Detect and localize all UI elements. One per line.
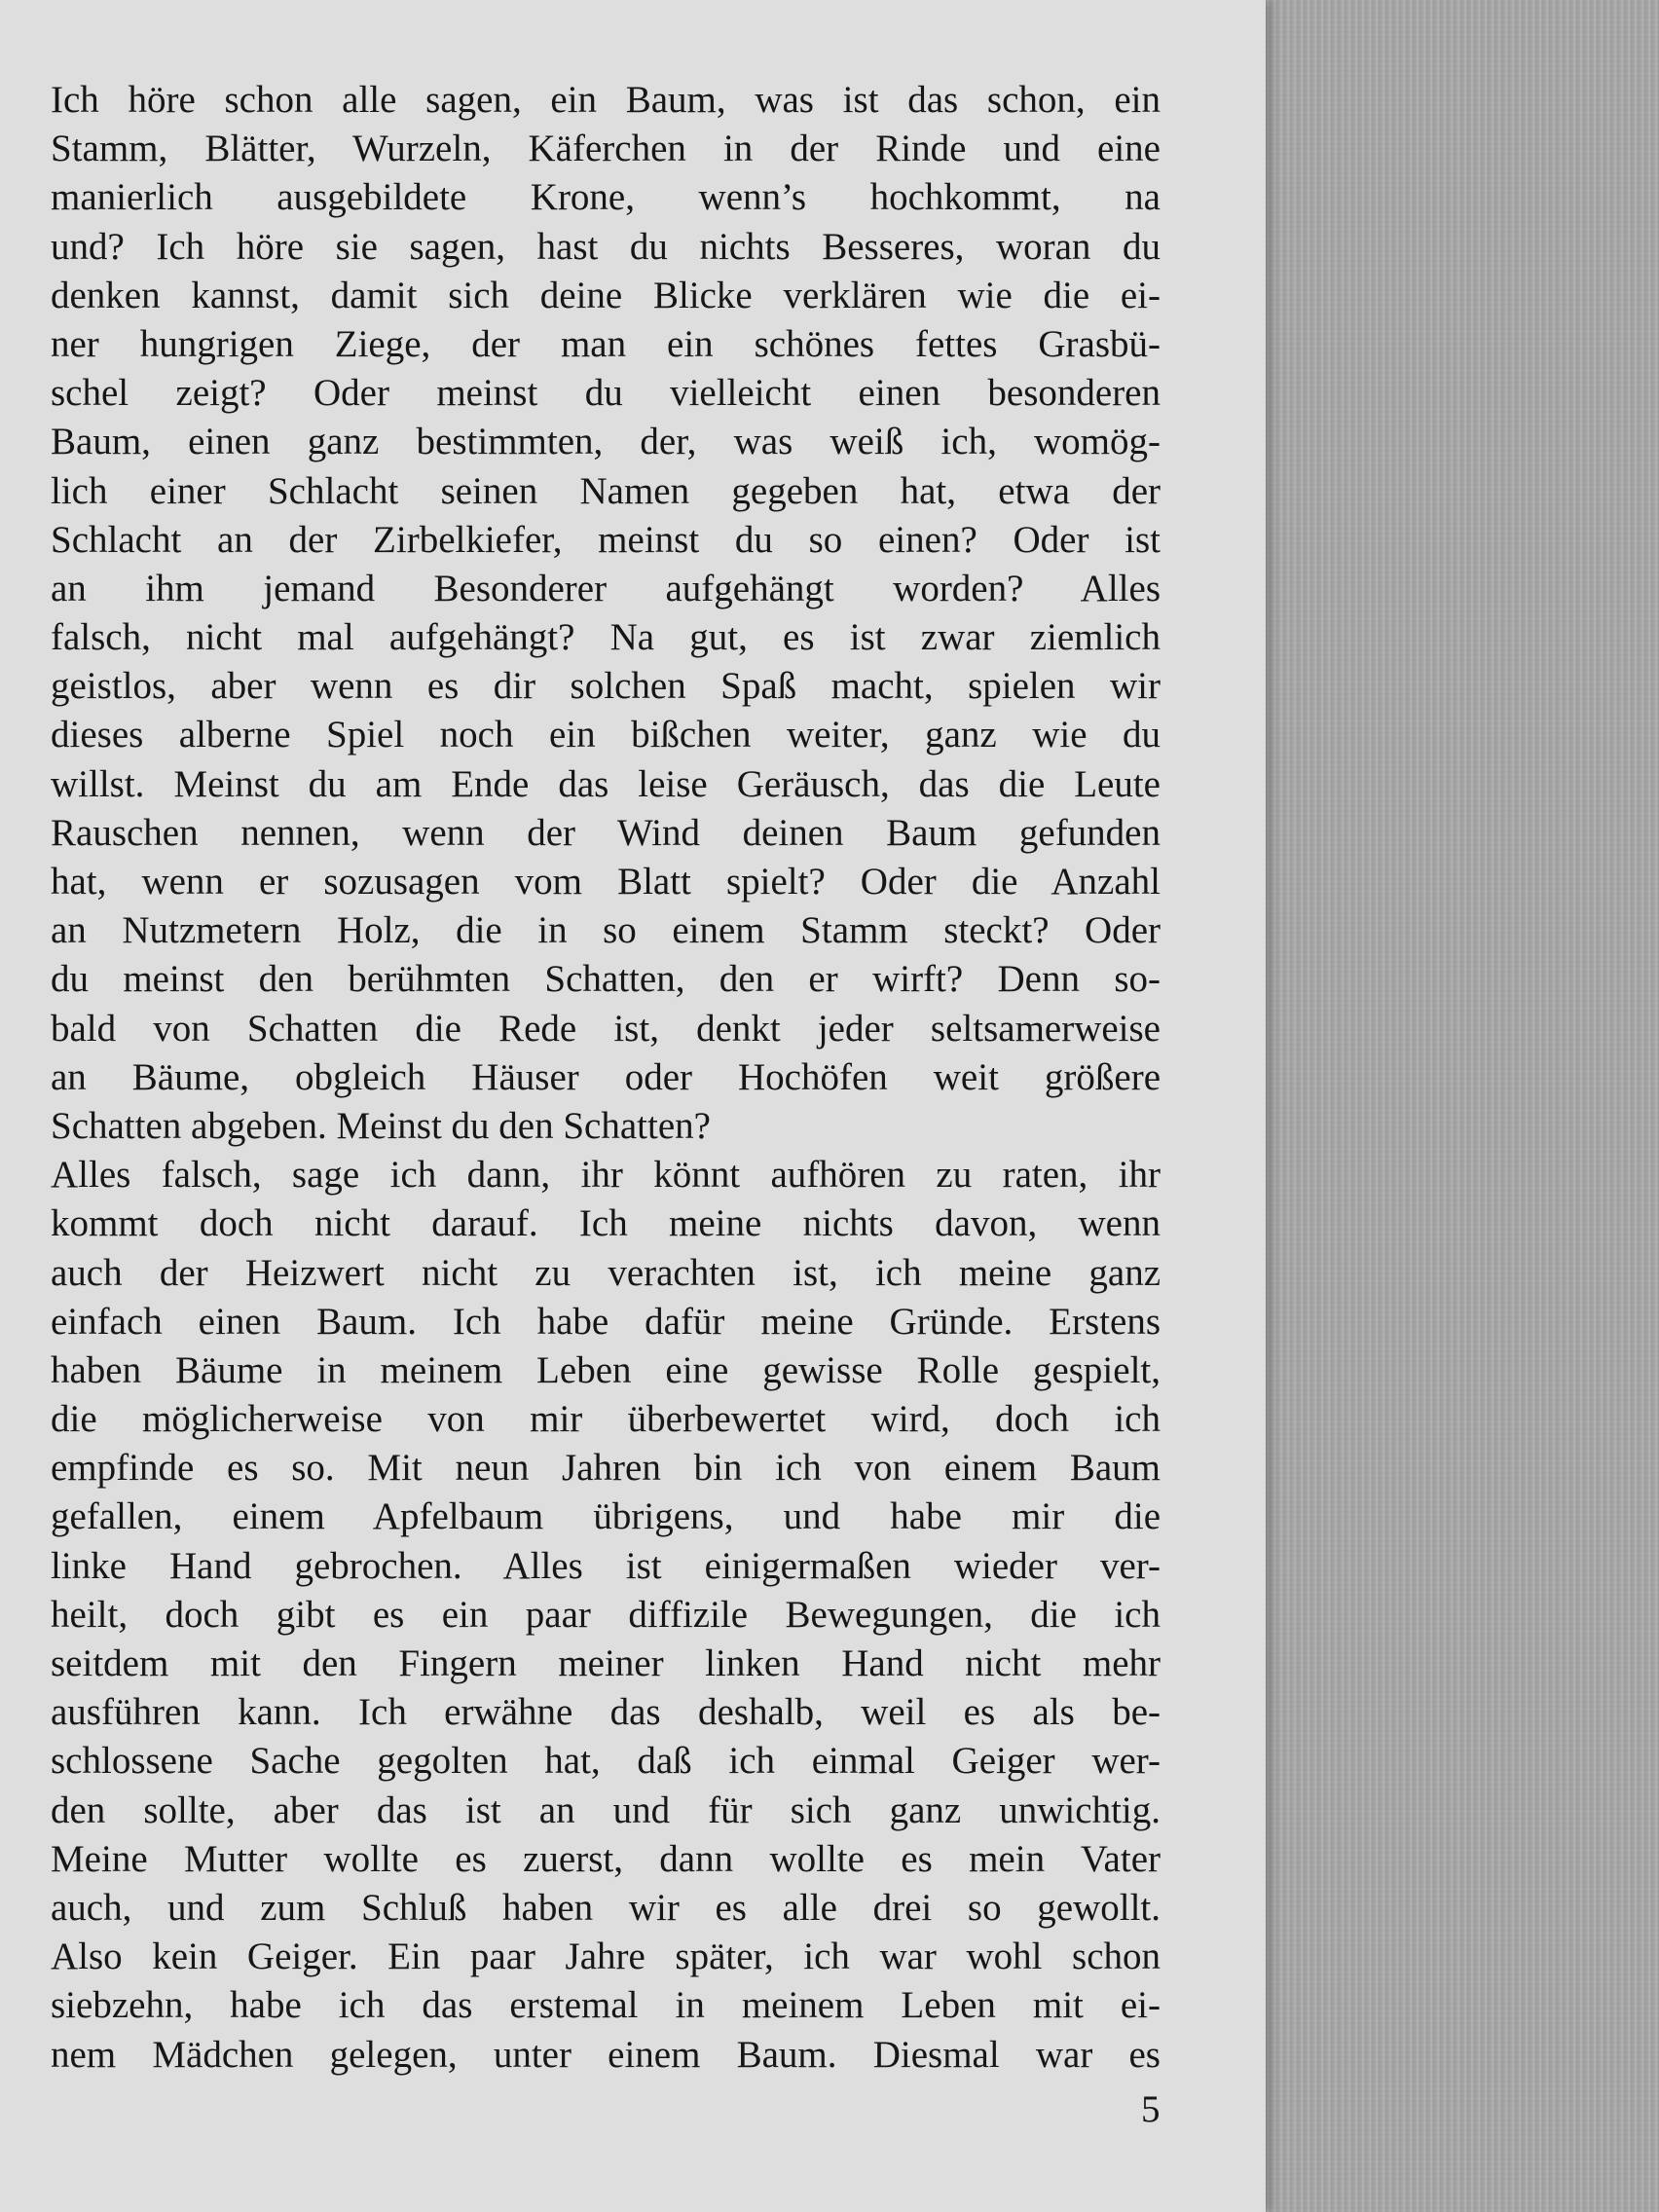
text-line: ausführen kann. Ich erwähne das deshalb, weil es als be- xyxy=(51,1691,1161,1734)
text-line: schlossene Sache gegolten hat, daß ich einmal Geiger wer- xyxy=(51,1740,1161,1783)
text-line: die möglicherweise von mir überbewertet wird, doch ich xyxy=(51,1398,1161,1441)
text-line: seitdem mit den Fingern meiner linken Hand nicht mehr xyxy=(51,1642,1161,1684)
text-line: falsch, nicht mal aufgehängt? Na gut, es ist zwar ziemlich xyxy=(51,616,1161,659)
text-line: denken kannst, damit sich deine Blicke verklären wie die ei- xyxy=(51,274,1161,316)
text-line: gefallen, einem Apfelbaum übrigens, und habe mir die xyxy=(51,1495,1161,1538)
text-line: Schatten abgeben. Meinst du den Schatten? xyxy=(51,1104,711,1147)
text-line: Schlacht an der Zirbelkiefer, meinst du so einen? Oder ist xyxy=(51,518,1161,561)
text-line: kommt doch nicht darauf. Ich meine nichts davon, wenn xyxy=(51,1202,1161,1245)
text-line: schel zeigt? Oder meinst du vielleicht einen besonderen xyxy=(51,372,1161,415)
text-line: du meinst den berühmten Schatten, den er wirft? Denn so- xyxy=(51,958,1161,1001)
text-line: dieses alberne Spiel noch ein bißchen weiter, ganz wie du xyxy=(51,714,1161,756)
text-line: Ich höre schon alle sagen, ein Baum, was ist das schon, ein xyxy=(51,79,1161,121)
page-number: 5 xyxy=(1141,2088,1161,2130)
text-line: an Bäume, obgleich Häuser oder Hochöfen weit größere xyxy=(51,1055,1161,1098)
text-line: auch, und zum Schluß haben wir es alle drei so gewollt. xyxy=(51,1886,1161,1929)
text-line: an Nutzmetern Holz, die in so einem Stamm steckt? Oder xyxy=(51,909,1161,952)
text-line: Stamm, Blätter, Wurzeln, Käferchen in der Rinde und eine xyxy=(51,128,1161,170)
text-line: den sollte, aber das ist an und für sich ganz unwichtig. xyxy=(51,1788,1161,1831)
text-line: haben Bäume in meinem Leben eine gewisse Rolle gespielt, xyxy=(51,1348,1161,1391)
text-line: bald von Schatten die Rede ist, denkt jeder seltsamerweise xyxy=(51,1007,1161,1050)
text-line: einfach einen Baum. Ich habe dafür meine Gründe. Erstens xyxy=(51,1300,1161,1343)
text-line: Also kein Geiger. Ein paar Jahre später, ich war wohl schon xyxy=(51,1936,1161,1978)
text-line: manierlich ausgebildete Krone, wenn’s hochkommt, na xyxy=(51,176,1161,219)
body-text xyxy=(51,76,1161,2080)
text-line: Baum, einen ganz bestimmten, der, was weiß ich, womög- xyxy=(51,421,1161,463)
text-line: an ihm jemand Besonderer aufgehängt worden? Alles xyxy=(51,567,1161,609)
text-line: heilt, doch gibt es ein paar diffizile Bewegungen, die ich xyxy=(51,1593,1161,1636)
text-line: Rauschen nennen, wenn der Wind deinen Baum gefunden xyxy=(51,811,1161,854)
text-line: hat, wenn er sozusagen vom Blatt spielt? Oder die Anzahl xyxy=(51,861,1161,903)
text-line: siebzehn, habe ich das erstemal in meinem Leben mit ei- xyxy=(51,1984,1161,2027)
text-line: Alles falsch, sage ich dann, ihr könnt aufhören zu raten, ihr xyxy=(51,1154,1161,1197)
text-line: lich einer Schlacht seinen Namen gegeben hat, etwa der xyxy=(51,469,1161,512)
text-line: willst. Meinst du am Ende das leise Geräusch, das die Leute xyxy=(51,762,1161,805)
text-line: empfinde es so. Mit neun Jahren bin ich von einem Baum xyxy=(51,1447,1161,1490)
text-line: Meine Mutter wollte es zuerst, dann wollte es mein Vater xyxy=(51,1837,1161,1880)
background-surface xyxy=(1246,0,1659,2212)
text-line: geistlos, aber wenn es dir solchen Spaß macht, spielen wir xyxy=(51,665,1161,708)
text-line: ner hungrigen Ziege, der man ein schönes fettes Grasbü- xyxy=(51,322,1161,365)
text-line: und? Ich höre sie sagen, hast du nichts Besseres, woran du xyxy=(51,225,1161,268)
text-line: nem Mädchen gelegen, unter einem Baum. Diesmal war es xyxy=(51,2033,1161,2076)
text-line: linke Hand gebrochen. Alles ist einigermaßen wieder ver- xyxy=(51,1544,1161,1587)
text-line: auch der Heizwert nicht zu verachten ist, ich meine ganz xyxy=(51,1251,1161,1294)
